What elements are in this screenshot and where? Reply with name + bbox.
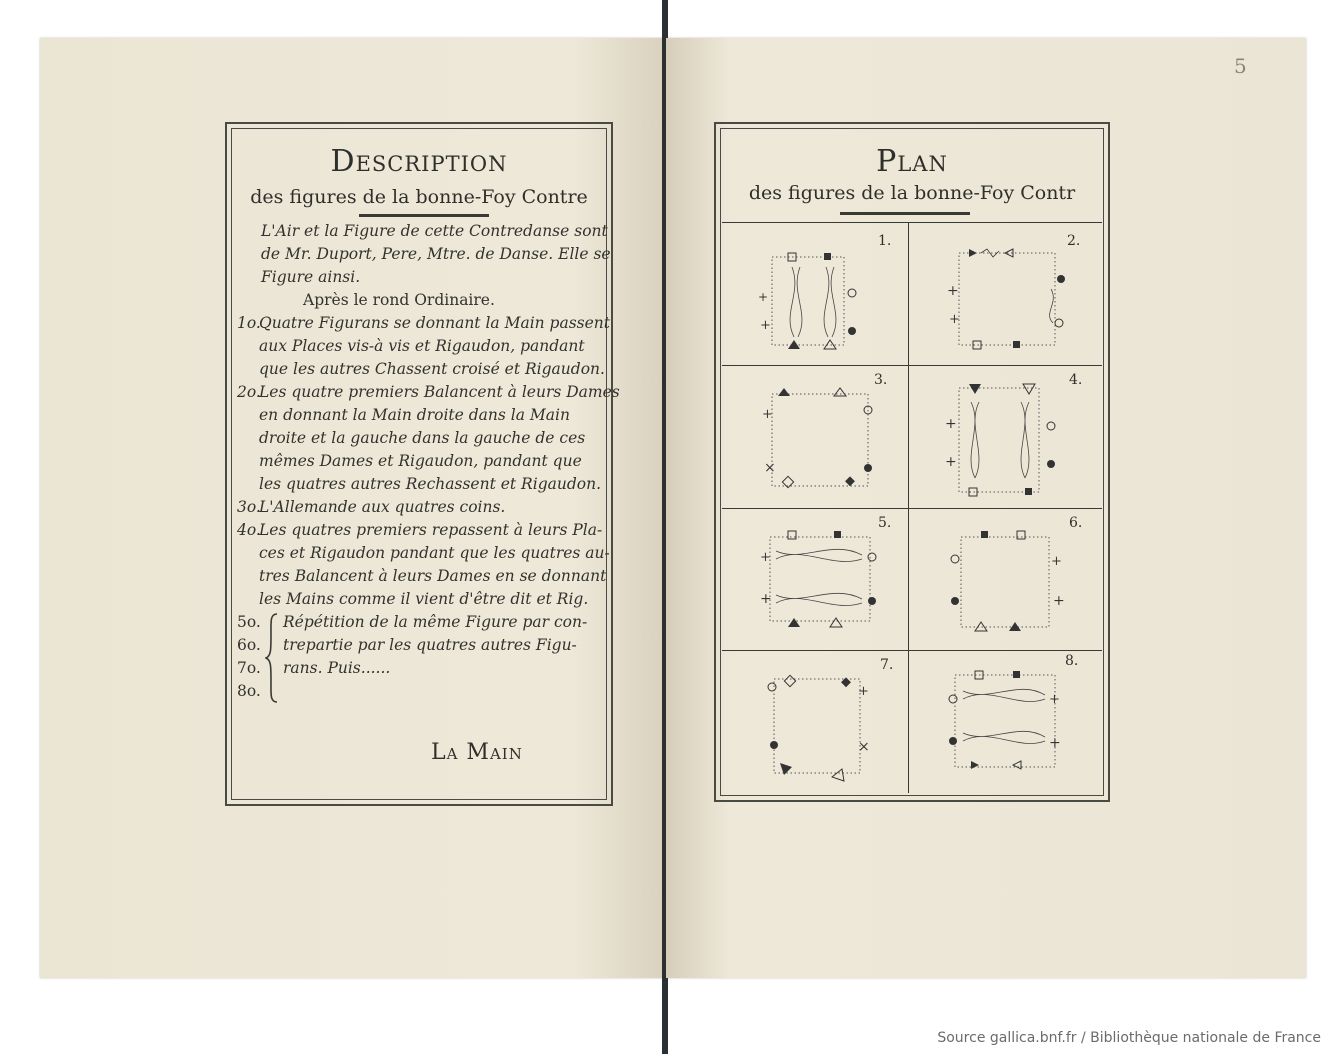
item-1-line-3: que les autres Chassent croisé et Rigaudon. [259, 360, 605, 378]
bracket-line-2: trepartie par les quatres autres Figu- [283, 636, 577, 654]
item-4-line-2: ces et Rigaudon pandant que les quatres au- [259, 544, 610, 562]
svg-text:+: + [760, 318, 771, 333]
figure-diagram-1 [722, 223, 908, 365]
svg-text:×: × [764, 460, 776, 476]
left-page [40, 38, 666, 978]
bracket-num-5: 5o. [237, 613, 261, 631]
figure-diagram-3 [722, 366, 908, 508]
source-credit: Source gallica.bnf.fr / Bibliothèque nationale de France [937, 1030, 1321, 1046]
figure-number-1: 1. [878, 233, 892, 249]
bracket-line-3: rans. Puis...... [283, 659, 391, 677]
svg-text:+: + [762, 407, 773, 422]
figure-diagram-5 [722, 509, 908, 650]
intro-line-2: de Mr. Duport, Pere, Mtre. de Danse. Elle se [261, 245, 611, 263]
bracket-num-8: 8o. [237, 682, 261, 700]
figure-diagram-6 [909, 509, 1102, 650]
figure-cell-1 [722, 223, 908, 365]
item-1-line-2: aux Places vis-à vis et Rigaudon, pandant [259, 337, 585, 355]
item-2-line-2: en donnant la Main droite dans la Main [259, 406, 570, 424]
figure-cell-5 [722, 509, 908, 650]
figure-number-4: 4. [1069, 372, 1083, 388]
svg-text:+: + [949, 312, 960, 327]
svg-text:+: + [760, 591, 772, 607]
figures-grid [722, 222, 1102, 793]
svg-text:+: + [1053, 593, 1065, 609]
svg-text:+: + [760, 550, 771, 565]
figure-diagram-7 [722, 651, 908, 793]
figure-cell-2 [909, 223, 1102, 365]
figure-diagram-8 [909, 651, 1102, 793]
figure-diagram-2 [909, 223, 1102, 365]
plan-title-rule [840, 212, 970, 215]
item-1-num: 1o. [237, 314, 261, 332]
bracket-num-7: 7o. [237, 659, 261, 677]
figure-cell-3 [722, 366, 908, 508]
figure-number-2: 2. [1067, 233, 1081, 249]
svg-text:+: + [1051, 554, 1062, 569]
bracket-line-1: Répétition de la même Figure par con- [283, 613, 588, 631]
figure-number-7: 7. [880, 657, 894, 673]
bracket-num-6: 6o. [237, 636, 261, 654]
figure-number-5: 5. [878, 515, 892, 531]
item-1-line-1: Quatre Figurans se donnant la Main passent [259, 314, 611, 332]
page-number: 5 [1234, 54, 1247, 78]
svg-text:+: + [947, 283, 959, 299]
open-book [40, 38, 1306, 978]
item-2-num: 2o. [237, 383, 261, 401]
item-4-line-4: les Mains comme il vient d'être dit et Rig. [259, 590, 589, 608]
svg-text:+: + [858, 684, 869, 699]
figure-cell-7 [722, 651, 908, 793]
figure-cell-4 [909, 366, 1102, 508]
right-page [666, 38, 1306, 978]
item-4-num: 4o. [237, 521, 261, 539]
description-title: Description [330, 144, 508, 179]
svg-text:+: + [1049, 692, 1060, 707]
item-4-line-1: Les quatres premiers repassent à leurs Pla- [259, 521, 603, 539]
item-2-line-5: les quatres autres Rechassent et Rigaudon. [259, 475, 601, 493]
description-subtitle: des figures de la bonne-Foy Contre [250, 186, 588, 208]
figure-number-3: 3. [874, 372, 888, 388]
figure-number-8: 8. [1065, 653, 1079, 669]
intro-heading: Après le rond Ordinaire. [303, 291, 495, 309]
title-rule [359, 214, 489, 217]
left-content [233, 130, 620, 798]
right-content [722, 130, 1102, 792]
svg-text:+: + [945, 454, 957, 470]
svg-text:+: + [758, 290, 769, 304]
figure-cell-8 [909, 651, 1102, 793]
brace-icon [265, 612, 279, 704]
figure-diagram-4 [909, 366, 1102, 508]
figure-number-6: 6. [1069, 515, 1083, 531]
plan-subtitle: des figures de la bonne-Foy Contr [748, 182, 1076, 204]
item-3-line-1: L'Allemande aux quatres coins. [259, 498, 506, 516]
svg-text:+: + [1049, 735, 1061, 751]
plan-title: Plan [876, 144, 948, 179]
item-3-num: 3o. [237, 498, 261, 516]
intro-line-3: Figure ainsi. [261, 268, 361, 286]
item-2-line-3: droite et la gauche dans la gauche de ces [259, 429, 586, 447]
item-2-line-1: Les quatre premiers Balancent à leurs Dames [259, 383, 620, 401]
svg-text:+: + [945, 416, 957, 432]
la-main-footer: La Main [431, 740, 523, 765]
item-2-line-4: mêmes Dames et Rigaudon, pandant que [259, 452, 582, 470]
intro-line-1: L'Air et la Figure de cette Contredanse sont [261, 222, 608, 240]
figure-cell-6 [909, 509, 1102, 650]
svg-text:×: × [858, 739, 870, 755]
item-4-line-3: tres Balancent à leurs Dames en se donnant [259, 567, 607, 585]
